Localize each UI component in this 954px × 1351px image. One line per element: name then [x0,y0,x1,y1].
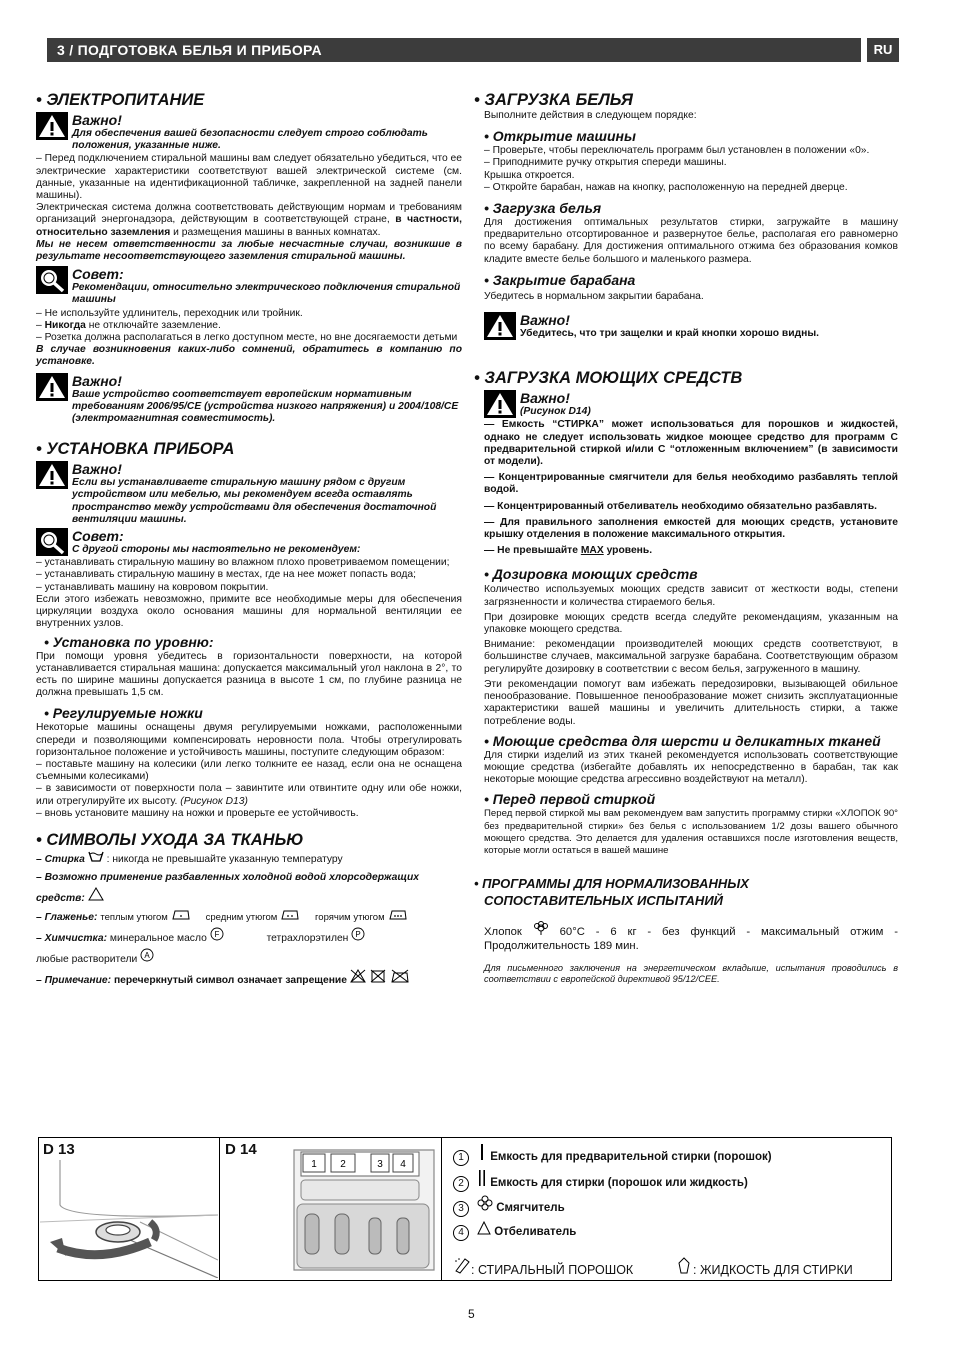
power-warning [36,112,462,152]
drawer-slot-4: 4 [400,1159,406,1170]
list-item: – Никогда не отключайте заземление. [36,319,221,331]
warning-label: Важно! [72,372,122,389]
list-item: – Розетка должна располагаться в легко доступном месте, но вне досягаемости детьми [36,332,458,344]
paragraph: В случае возникновения каких-либо сомнений, обратитесь в компанию по установке. [36,344,462,368]
legend-item-1: 1 Емкость для предварительной стирки (порошок) [453,1144,772,1166]
softener-flower-icon [477,1195,493,1211]
machine-foot-illustration [40,1160,218,1278]
wash-tub-icon [88,850,104,862]
paragraph: Некоторые машины оснащены двумя регулируемыми ножками, расположенными спереди и позволяющими компенсировать неровности пола. Чтобы отрегулировать горизонтальное положение и устойчивость машины, поступите следующим образом: [36,722,462,758]
warning-sub: (Рисунок D14) [520,406,591,418]
section-title: 3 / ПОДГОТОВКА БЕЛЬЯ И ПРИБОРА [57,42,322,58]
paragraph: Если этого избежать невозможно, примите все необходимые меры для обеспечения циркуляции воздуха около основания машины для нормальной вентиляции ее внутренних узлов. [36,593,462,630]
paragraph: При дозировке моющих средств всегда следуйте рекомендациям, указанным на упаковке моющего средства. [484,611,898,636]
level-title: • Установка по уровню: [44,633,214,650]
paragraph: Выполните действия в следующем порядке: [484,110,697,121]
drawer-slot-2: 2 [340,1159,346,1170]
magnifier-icon [36,528,68,556]
dose-text [484,584,898,727]
list-item: — Концентрированный отбеливатель необходимо обязательно разбавлять. [484,500,878,512]
liquid-bottle-icon [675,1256,693,1274]
legend-powder: : СТИРАЛЬНЫЙ ПОРОШОК [453,1256,633,1277]
list-item: — Для правильного заполнения емкостей для моющих средств, установите крышку отделения в положение максимального открытия. [484,516,898,541]
symbol-wash: – Стирка : никогда не превышайте указанную температуру [36,850,462,869]
detergent-warning [484,390,898,418]
list-item: — Концентрированные смягчители для белья необходимо разбавлять теплой водой. [484,472,898,496]
list-item: – Не используйте удлинитель, переходник или тройник. [36,307,303,319]
prewash-bar-icon [477,1144,487,1160]
feet-title: • Регулируемые ножки [44,705,203,722]
detergent-warnings [484,419,898,557]
paragraph: Электрическая система должна соответствовать действующим нормам и требованиям организаций энергонадзора, действующим в соответствующей стране, в частности, относительно заземления и размещения машины в ванных комнатах. [36,202,462,238]
drawer-slot-1: 1 [311,1159,317,1170]
warning-label: Важно! [72,461,122,478]
cotton-icon [533,921,549,935]
install-tip [36,528,462,556]
paragraph: Для достижения оптимальных результатов стирки, загружайте в машину предварительно отсортированное и развернутое белье, располагая его равномерно по всему барабану. Для достижения оптимального отжима без образования комков кладите вместе белье большого и маленького размера. [484,217,898,265]
page-number: 5 [468,1307,475,1321]
legend-item-2: 2 Емкость для стирки (порошок или жидкость) [453,1170,748,1192]
warning-label: Важно! [520,390,570,407]
detergent-drawer-illustration [289,1144,439,1276]
symbol-solvent: любые растворители A [36,948,462,969]
legend-item-3: 3 Смягчитель [453,1195,565,1217]
tip-text: Рекомендации, относительно электрического подключения стиральной машины [72,282,461,306]
list-item: – устанавливать стиральную машину во влажном плохо проветриваемом помещении; [36,557,450,569]
tip-label: Совет: [72,266,124,283]
power-warning-2 [36,373,462,426]
programs-note: Для письменного заключения на энергетическом вкладыше, испытания проводились в соответствии с европейской директивой 95/12/CEE. [484,963,898,985]
paragraph: Мы не несем ответственности за любые несчастные случаи, возникшие в результате несоответствующего заземления стиральной машины. [36,238,462,263]
warning-icon [36,112,68,140]
figures-box [38,1137,892,1281]
list-item: — Не превышайте MAX уровень. [484,545,653,557]
symbols-title: • СИМВОЛЫ УХОДА ЗА ТКАНЬЮ [36,830,304,849]
open-steps [484,145,898,194]
divider [441,1138,442,1280]
symbol-note: – Примечание: перечеркнутый символ означает запрещение [36,969,462,990]
load-title: • Загрузка белья [484,200,602,217]
right-column [474,90,898,985]
figure-d13-label: D 13 [43,1141,75,1158]
paragraph: Убедитесь в нормальном закрытии барабана. [484,290,704,302]
figure-d14-label: D 14 [225,1141,257,1158]
paragraph: Количество используемых моющих средств зависит от жесткости воды, степени загрязненности и количества стираемого белья. [484,584,898,608]
tip-text: С другой стороны мы настоятельно не рекомендуем: [72,544,361,556]
paragraph: Внимание: рекомендации производителей моющих средств соответствуют, в большинстве случаев, максимальной загрузке барабана. Соответствующим образом регулируйте дозировку в соответствии с весом белья, загруженного в машину. [484,639,898,675]
paragraph: – Перед подключением стиральной машины вам следует обязательно убедиться, что ее электрические характеристики соответствуют вашей электрической системе (см. данные, указанные на идентификационной табличке, закрепленной на задней панели машины). [36,153,462,202]
warning-icon [36,461,68,489]
drawer-slot-3: 3 [377,1159,383,1170]
open-title: • Открытие машины [484,128,636,145]
powder-scoop-icon [453,1256,471,1274]
list-item: – Откройте барабан, нажав на кнопку, расположенную на передней дверце. [484,181,848,193]
bleach-icon [477,1221,491,1235]
list-item: – в зависимости от поверхности пола – завинтите или отвинтите одну или обе ножки, или отрегулируйте их высоту. (Рисунок D13) [36,783,462,807]
paragraph: Для стирки изделий из этих тканей рекомендуется использовать соответствующие моющие средства (избегайте добавлять их непосредственно в барабан, так как некоторые моющие средства агрессивно воздействуют на металл). [484,749,898,786]
list-item: – устанавливать стиральную машину в местах, где на нее может попасть вода; [36,569,417,581]
warning-icon [484,390,516,418]
crossed-symbols-icon [350,969,410,983]
power-tip [36,266,462,306]
install-title: • УСТАНОВКА ПРИБОРА [36,440,235,459]
paragraph: Перед первой стиркой мы вам рекомендуем вам запустить программу стирки «ХЛОПОК 90° без предварительной стирки» без белья с использованием 1/2 дозы вашего обычного моющего средства. Это делается для удаления оставшихся после изготовления веществ, которые могли остаться в вашей машине [484,808,898,856]
dryclean-letter: A [144,950,150,960]
warning-icon [484,312,516,340]
warning-text: Убедитесь, что три защелки и край кнопки хорошо видны. [520,328,820,340]
dryclean-f-icon [210,927,224,941]
wool-title: • Моющие средства для шерсти и деликатных тканей [484,732,881,749]
section-header-bar [47,38,861,62]
iron-medium-icon [280,908,300,920]
close-title: • Закрытие барабана [484,271,636,288]
loading-title: • ЗАГРУЗКА БЕЛЬЯ [474,91,633,109]
dose-title: • Дозировка моющих средств [484,566,698,583]
list-item: – устанавливать машину на ковровом покрытии. [36,581,269,593]
programs-line: Хлопок 60°C - 6 кг - без функций - максимальный отжим - Продолжительность 189 мин. [484,921,898,953]
list-item: – поставьте машину на колесики (или легко толкните ее назад, если она не оснащена съемными колесиками) [36,758,462,783]
warning-icon [36,373,68,401]
programs-title: • ПРОГРАММЫ ДЛЯ НОРМАЛИЗОВАННЫХ СОПОСТАВИТЕЛЬНЫХ ИСПЫТАНИЙ [474,876,749,909]
divider [219,1138,220,1280]
dryclean-a-icon [140,948,154,962]
iron-low-icon [171,908,191,920]
legend-liquid: : ЖИДКОСТЬ ДЛЯ СТИРКИ [675,1256,853,1277]
symbol-iron: – Глаженье: теплым утюгом средним утюгом горячим утюгом [36,908,462,927]
warning-label: Важно! [72,112,122,128]
dryclean-letter: F [214,929,220,939]
paragraph: При помощи уровня убедитесь в горизонтальности поверхности, на которой устанавливается стиральная машина: допускается максимальный угол наклона в 2°, то есть по ширине машины допускается разница в высоте 1 см, по глубине разница не должна превышать 1,5 см. [36,650,462,699]
dryclean-p-icon [351,927,365,941]
list-item: Крышка откроется. [484,169,575,181]
loading-warning [484,312,898,340]
tip-label: Совет: [72,528,124,545]
list-item: – вновь установите машину на ножки и проверьте ее устойчивость. [36,807,359,819]
power-title: • ЭЛЕКТРОПИТАНИЕ [36,91,205,109]
first-wash-title: • Перед первой стиркой [484,791,656,808]
paragraph: Эти рекомендации помогут вам избежать передозировки, вызывающей обильное пенообразование. Повышенное пенообразование может снизить эксплуатационные характеристики вашей машины и увеличить длительность стирки, а также потребление воды. [484,678,898,727]
left-column [36,90,462,990]
warning-text: Если вы устанавливаете стиральную машину рядом с другим устройством или мебелью, мы рекомендуем всегда оставлять пространство между устройствами для обеспечения достаточной вентиляции машины. [72,477,437,525]
bleach-triangle-icon [88,887,104,901]
wash-bars-icon [477,1170,487,1186]
detergent-title: • ЗАГРУЗКА МОЮЩИХ СРЕДСТВ [474,369,743,388]
install-warning [36,461,462,526]
warning-text: Ваше устройство соответствует европейским нормативным требованиям 2006/95/CE (устройства низкого напряжения) и 2004/108/CE (электромагнитная совместимость). [72,388,459,425]
symbols-list [36,850,462,990]
warning-text: Для обеспечения вашей безопасности следует строго соблюдать положения, указанные ниже. [72,128,428,152]
list-item: – Проверьте, чтобы переключатель программ был установлен в положении «0». [484,145,870,157]
dryclean-letter: P [355,929,361,939]
symbol-dryclean: – Химчистка: минеральное масло F тетрахлорэтилен P [36,927,462,948]
symbol-bleach: – Возможно применение разбавленных холодной водой хлорсодержащих средств: [36,871,420,904]
language-badge: RU [867,38,899,62]
magnifier-icon [36,266,68,294]
list-item: — Емкость “СТИРКА” может использоваться для порошков и жидкостей, однако не следует использовать жидкое моющее средство для программ С предварительной стиркой и/или С “отложенным включением” (в зависимости от модели). [484,419,898,468]
list-item: – Приподнимите ручку открытия спереди машины. [484,157,727,169]
legend-item-4: 4 Отбеливатель [453,1221,576,1241]
warning-label: Важно! [520,312,570,329]
iron-hot-icon [388,908,408,920]
